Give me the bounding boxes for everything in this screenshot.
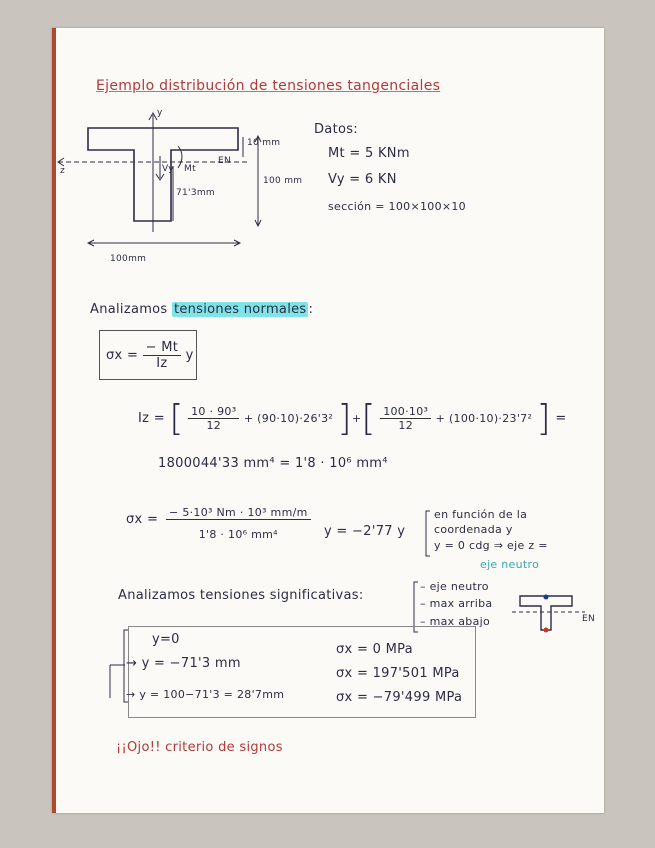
datos-vy: Vy = 6 KN: [328, 172, 397, 187]
note-line4: eje neutro: [480, 558, 540, 571]
row2-sigma: σx = 197'501 MPa: [336, 666, 460, 681]
normal-heading: Analizamos tensiones normales :: [90, 302, 314, 317]
mt-label: Mt: [184, 164, 196, 174]
iz-formula: Iz = [ $\frac{\text{10 · 90³}}{12}$ + (90·10)·26'3² ]+[ $\frac{\text{100·10³}}{12}$ + (100·10)·23'7² ] =: [138, 398, 567, 439]
signif-item2: – max arriba: [420, 597, 493, 610]
page-title: Ejemplo distribución de tensiones tangenciales: [96, 78, 441, 94]
row2-y: → y = −71'3 mm: [126, 656, 241, 671]
dim-center-label: 71'3mm: [176, 188, 215, 198]
row3-sigma: σx = −79'499 MPa: [336, 690, 463, 705]
iz-result: 1800044'33 mm⁴ = 1'8 · 10⁶ mm⁴: [158, 456, 388, 471]
datos-mt: Mt = 5 KNm: [328, 146, 410, 161]
row3-y: → y = 100−71'3 = 28'7mm: [126, 688, 285, 701]
row1-y: y=0: [152, 632, 180, 647]
signif-item1: – eje neutro: [420, 580, 489, 593]
axis-y-label: y: [157, 108, 163, 118]
sign-criterion-note: ¡¡Ojo!! criterio de signos: [116, 740, 283, 755]
axis-z-label: z: [60, 166, 66, 176]
signif-heading: Analizamos tensiones significativas:: [118, 588, 364, 603]
datos-seccion: sección = 100×100×10: [328, 200, 466, 213]
row1-sigma: σx = 0 MPa: [336, 642, 413, 657]
sigma-fraction: $\frac{\text{− 5·10³ Nm · 10³ mm/m}}{\text{1'8 · 10⁶ mm⁴}}$: [166, 506, 311, 541]
vy-label: Vy: [162, 164, 174, 174]
sigma-rhs: y = −2'77 y: [324, 524, 406, 539]
signif-en: EN: [582, 614, 596, 624]
datos-heading: Datos:: [314, 122, 358, 137]
note-line3: y = 0 cdg ⇒ eje z =: [434, 539, 548, 552]
dim-width-label: 100mm: [110, 254, 147, 264]
note-line1: en función de la: [434, 508, 528, 521]
formula-sigma: σx = $\frac{- Mt}{Iz}$ y: [106, 340, 194, 371]
sigma-lhs: σx =: [126, 512, 159, 527]
dim-height-label: 100 mm: [263, 176, 303, 186]
note-line2: coordenada y: [434, 523, 513, 536]
dim-top-label: 10 mm: [247, 138, 281, 148]
signif-item3: – max abajo: [420, 615, 491, 628]
en-label: EN: [218, 156, 232, 166]
